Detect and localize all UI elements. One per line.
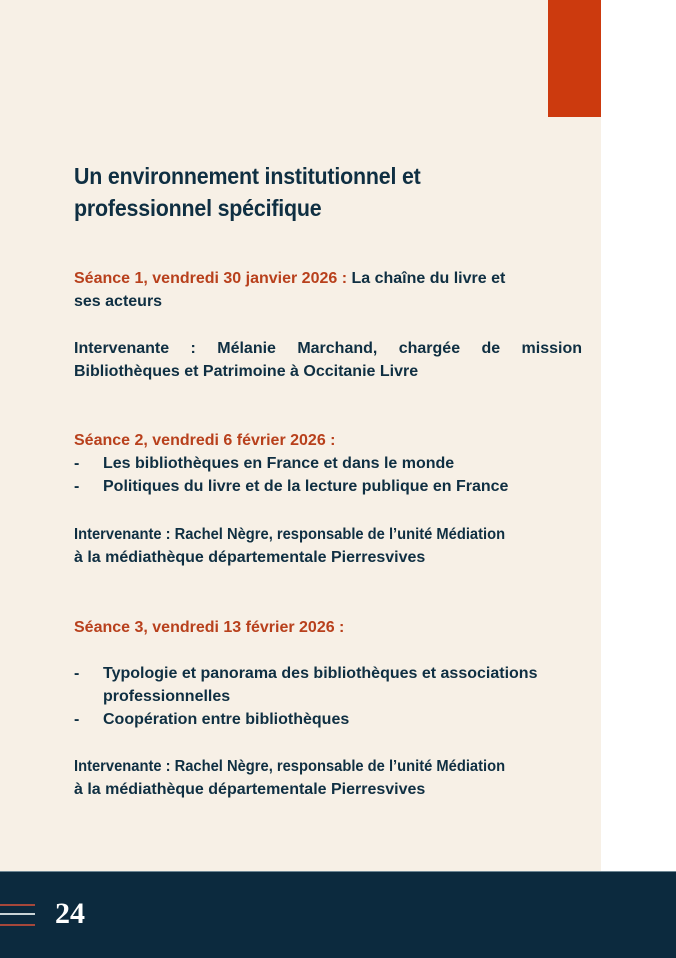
accent-bar (548, 0, 601, 117)
session-1-label: Séance 1, vendredi 30 janvier 2026 : (74, 270, 348, 287)
bullet-dash: - (74, 665, 80, 682)
bullet-dash: - (74, 478, 80, 495)
bullet-dash: - (74, 455, 80, 472)
session-1-topic-cont: ses acteurs (74, 293, 163, 310)
session-3 (74, 616, 582, 639)
session-1-speaker-line-2: Bibliothèques et Patrimoine à Occitanie Livre (74, 363, 419, 380)
session-3-speaker (74, 755, 582, 801)
session-1-heading (74, 267, 582, 290)
session-3-bullet (74, 708, 582, 731)
bullet-text: Les bibliothèques en France et dans le monde (103, 455, 455, 472)
bullet-text: Politiques du livre et de la lecture publique en France (103, 478, 509, 495)
session-2-bullet (74, 452, 582, 475)
session-3-speaker-line-1: Intervenante : Rachel Nègre, responsable de l’unité Médiation (74, 758, 506, 775)
bullet-text: Coopération entre bibliothèques (103, 711, 350, 728)
page-number: 24 (55, 897, 85, 930)
session-2 (74, 429, 582, 498)
bullet-dash: - (74, 711, 80, 728)
session-3-label: Séance 3, vendredi 13 février 2026 : (74, 619, 345, 636)
session-3-speaker-line-2: à la médiathèque départementale Pierresvives (74, 781, 426, 798)
session-1-topic: La chaîne du livre et (347, 270, 506, 287)
page-title-line-1: Un environnement institutionnel et (74, 163, 421, 189)
three-horizontal-lines-icon (0, 904, 35, 926)
session-2-label: Séance 2, vendredi 6 février 2026 : (74, 432, 336, 449)
session-2-speaker-line-2: à la médiathèque départementale Pierresvives (74, 549, 426, 566)
page-title-line-2: professionnel spécifique (74, 195, 322, 221)
footer (0, 871, 676, 958)
session-2-speaker-line-1: Intervenante : Rachel Nègre, responsable de l’unité Médiation (74, 526, 506, 543)
session-1 (74, 267, 582, 313)
session-3-bullet (74, 662, 582, 685)
page-title (74, 160, 520, 224)
session-1-speaker-line-1: Intervenante : Mélanie Marchand, chargée de mission (74, 340, 582, 357)
session-2-speaker (74, 523, 582, 569)
session-2-bullet (74, 475, 582, 498)
session-3-topics (74, 662, 582, 731)
session-3-bullet-cont (74, 685, 582, 708)
bullet-text: Typologie et panorama des bibliothèques et associations (103, 665, 538, 682)
bullet-text: professionnelles (103, 688, 231, 705)
session-1-speaker (74, 337, 582, 383)
